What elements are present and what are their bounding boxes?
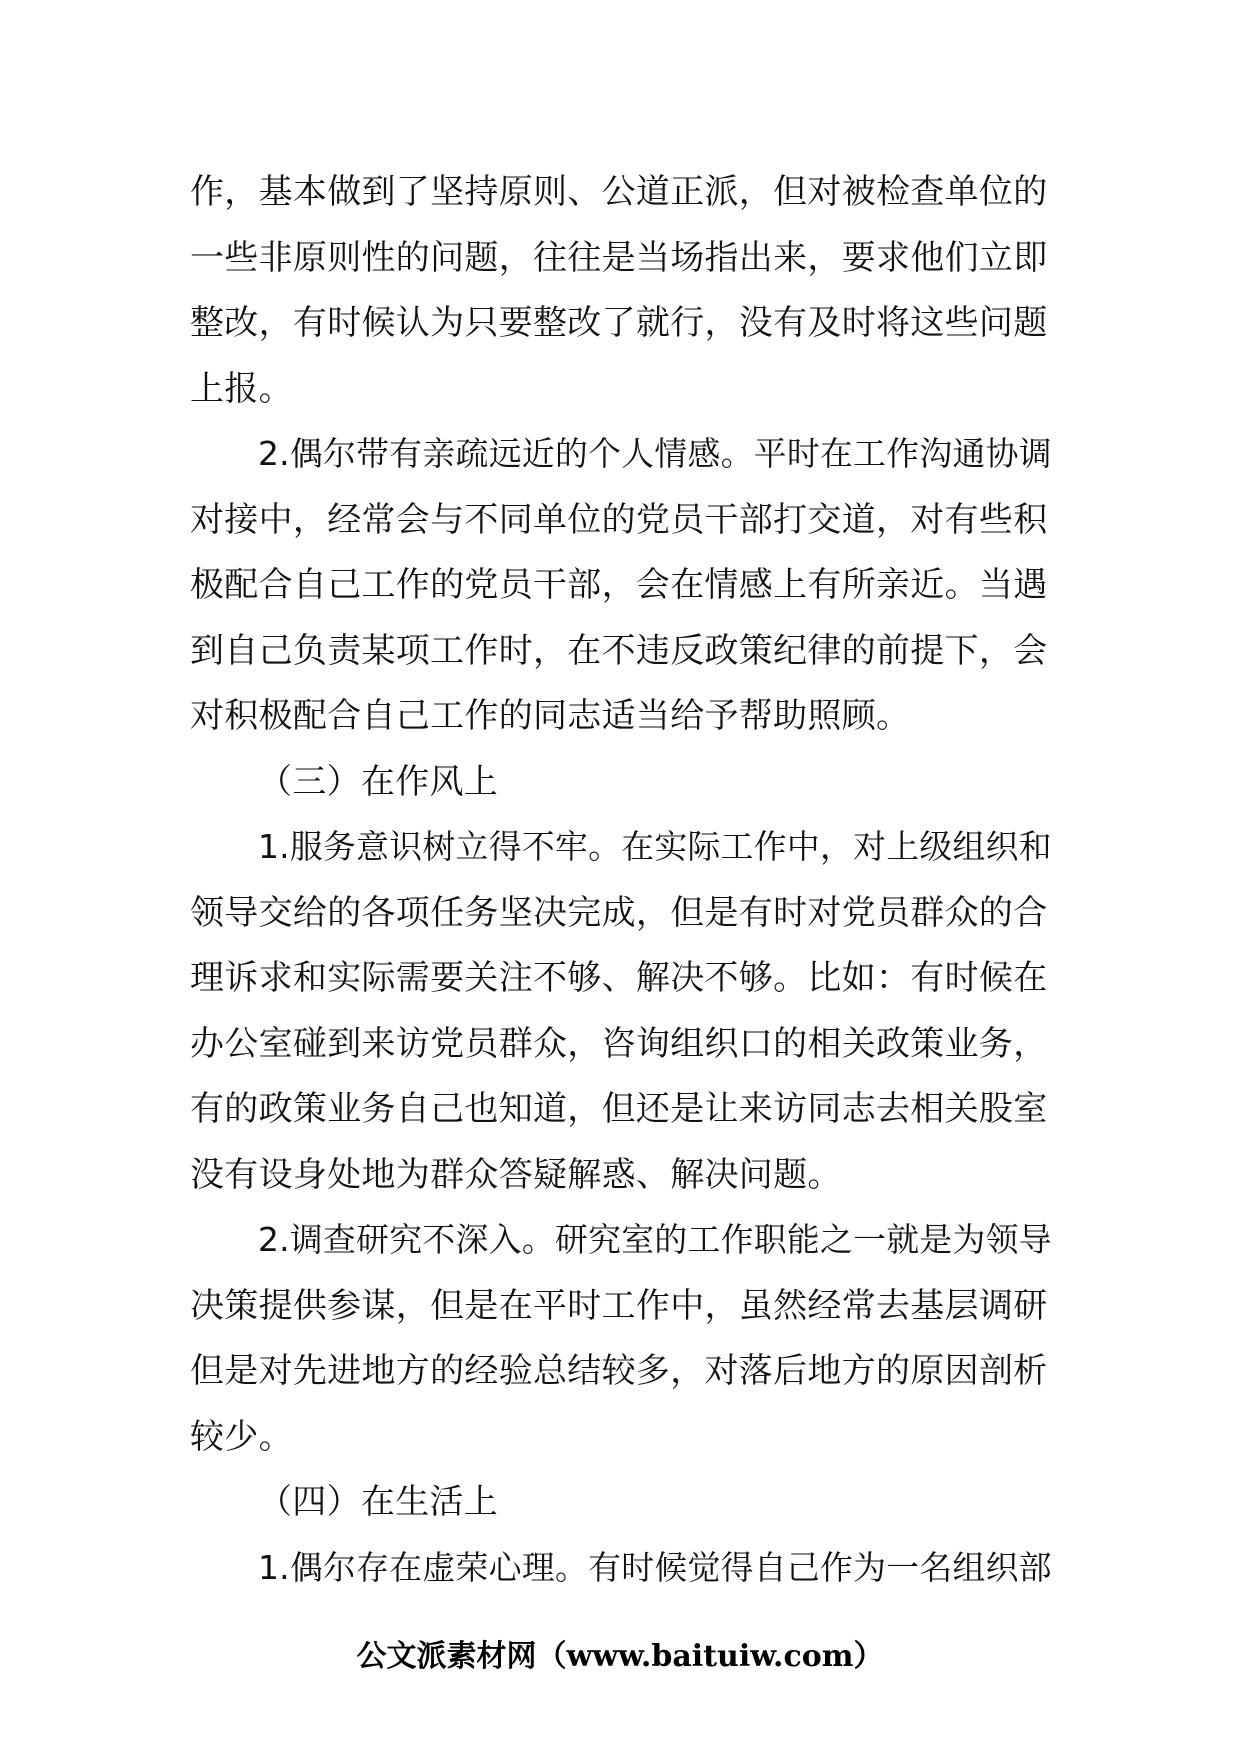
text-line: 办公室碰到来访党员群众，咨询组织口的相关政策业务， xyxy=(190,1023,1048,1064)
text-line: 一些非原则性的问题，往往是当场指出来，要求他们立即 xyxy=(190,237,1048,278)
text-line: 1.服务意识树立得不牢。在实际工作中，对上级组织和 xyxy=(258,828,1052,866)
footer-watermark: 公文派素材网（www.baituiw.com） xyxy=(356,1639,884,1674)
text-line: （四）在生活上 xyxy=(258,1482,499,1522)
text-line: 到自己负责某项工作时，在不违反政策纪律的前提下，会 xyxy=(190,630,1048,671)
text-line: 2.调查研究不深入。研究室的工作职能之一就是为领导 xyxy=(258,1221,1052,1259)
text-line: 极配合自己工作的党员干部，会在情感上有所亲近。当遇 xyxy=(190,565,1048,605)
text-line: 领导交给的各项任务坚决完成，但是有时对党员群众的合 xyxy=(190,892,1048,933)
text-line: 上报。 xyxy=(190,368,293,409)
text-line: 理诉求和实际需要关注不够、解决不够。比如：有时候在 xyxy=(190,958,1048,998)
text-line: 整改，有时候认为只要整改了就行，没有及时将这些问题 xyxy=(190,303,1048,343)
text-line: 对接中，经常会与不同单位的党员干部打交道，对有些积 xyxy=(190,499,1048,540)
text-line: 没有设身处地为群众答疑解惑、解决问题。 xyxy=(190,1154,842,1195)
text-line: 但是对先进地方的经验总结较多，对落后地方的原因剖析 xyxy=(190,1351,1048,1391)
text-line: 有的政策业务自己也知道，但还是让来访同志去相关股室 xyxy=(190,1089,1048,1129)
document-body xyxy=(190,160,1060,1601)
text-line: 决策提供参谋，但是在平时工作中，虽然经常去基层调研 xyxy=(190,1285,1048,1326)
text-line: 1.偶尔存在虚荣心理。有时候觉得自己作为一名组织部 xyxy=(258,1548,1052,1587)
text-line: （三）在作风上 xyxy=(258,761,499,802)
text-line: 对积极配合自己工作的同志适当给予帮助照顾。 xyxy=(190,696,911,736)
text-line: 作，基本做到了坚持原则、公道正派，但对被检查单位的 xyxy=(190,172,1048,212)
text-line: 2.偶尔带有亲疏远近的个人情感。平时在工作沟通协调 xyxy=(258,435,1052,473)
text-line: 较少。 xyxy=(190,1416,293,1457)
